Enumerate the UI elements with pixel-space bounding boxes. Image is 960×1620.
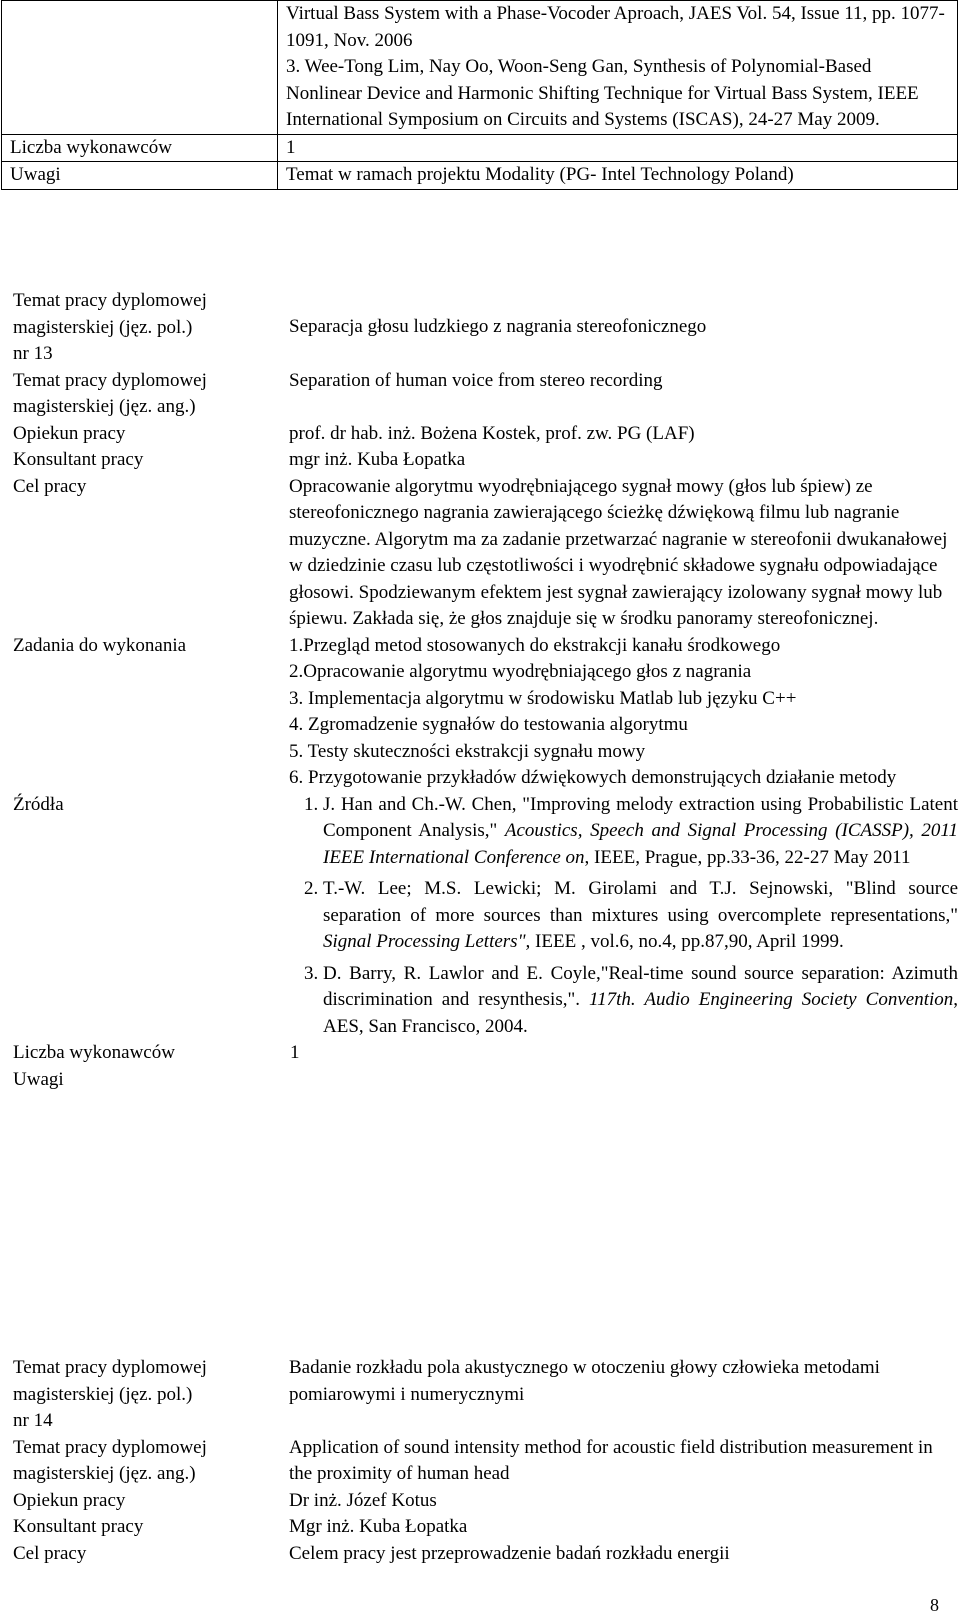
supervisor: Dr inż. Józef Kotus bbox=[289, 1489, 437, 1511]
list-item: 6. Przygotowanie przykładów dźwiękowych demonstrujących działanie metody bbox=[289, 767, 897, 788]
table-row bbox=[1, 447, 958, 474]
thesis-number: nr 13 bbox=[13, 343, 53, 364]
sources-label: Źródła bbox=[13, 793, 64, 815]
label-line: magisterskiej (jęz. ang.) bbox=[13, 396, 196, 417]
list-item: 3. Implementacja algorytmu w środowisku Matlab lub języku C++ bbox=[289, 687, 797, 709]
table-row bbox=[1, 421, 958, 448]
thesis-number: nr 14 bbox=[13, 1410, 53, 1431]
label-line: magisterskiej (jęz. pol.) bbox=[13, 1383, 193, 1405]
list-item: 4. Zgromadzenie sygnałów do testowania algorytmu bbox=[289, 714, 688, 735]
label-line: Temat pracy dyplomowej bbox=[13, 1436, 207, 1458]
supervisor-label: Opiekun pracy bbox=[13, 422, 126, 444]
count-value: 1 bbox=[290, 1042, 300, 1063]
sources-list bbox=[277, 792, 958, 1041]
label-line: Temat pracy dyplomowej bbox=[13, 1357, 207, 1378]
title-pl-label bbox=[1, 288, 277, 368]
tasks-list bbox=[277, 633, 958, 792]
title-pl-text: Separacja głosu ludzkiego z nagrania stereofonicznego bbox=[289, 316, 707, 337]
list-item: 2.Opracowanie algorytmu wyodrębniającego głos z nagrania bbox=[289, 661, 752, 682]
title-pl: Badanie rozkładu pola akustycznego w otoczeniu głowy człowieka metodami pomiarowymi i numerycznymi bbox=[289, 1357, 880, 1405]
table-row bbox=[1, 474, 958, 633]
remarks-label: Uwagi bbox=[13, 1068, 64, 1090]
previous-thesis-table bbox=[1, 0, 958, 190]
title-en-label bbox=[1, 368, 277, 421]
list-item: 3. D. Barry, R. Lawlor and E. Coyle,"Real-time sound source separation: Azimuth discrimination and resynthesis,". 117th. Audio Engineering Society Convention, AES, San Francisco, 2004. bbox=[323, 961, 958, 1041]
goal-label: Cel pracy bbox=[13, 1542, 87, 1564]
table-row bbox=[1, 1435, 958, 1488]
table-row bbox=[1, 792, 958, 1041]
remarks-value bbox=[277, 1067, 958, 1094]
label-line: magisterskiej (jęz. ang.) bbox=[13, 1463, 196, 1484]
thesis-14-block bbox=[1, 1355, 958, 1567]
table-row bbox=[1, 1541, 958, 1568]
table-row bbox=[1, 1040, 958, 1067]
consultant: mgr inż. Kuba Łopatka bbox=[289, 449, 466, 470]
count-label bbox=[1, 1040, 300, 1067]
consultant: Mgr inż. Kuba Łopatka bbox=[289, 1516, 468, 1537]
consultant-label: Konsultant pracy bbox=[13, 1516, 144, 1537]
label-line: Temat pracy dyplomowej bbox=[13, 290, 207, 311]
table-row bbox=[2, 162, 958, 190]
table-row bbox=[1, 1355, 958, 1435]
table-row bbox=[1, 1067, 958, 1094]
remarks-label: Uwagi bbox=[2, 162, 278, 190]
title-pl bbox=[277, 288, 958, 368]
title-en: Separation of human voice from stereo recording bbox=[289, 369, 663, 391]
title-en-label bbox=[1, 1435, 277, 1488]
table-row bbox=[1, 288, 958, 368]
goal: Celem pracy jest przeprowadzenie badań rozkładu energii bbox=[289, 1542, 730, 1564]
count-label: Liczba wykonawców bbox=[2, 134, 278, 162]
title-pl-label bbox=[1, 1355, 277, 1435]
list-item: 5. Testy skuteczności ekstrakcji sygnału mowy bbox=[289, 740, 646, 762]
reference-line: 3. Wee-Tong Lim, Nay Oo, Woon-Seng Gan, Synthesis of Polynomial-Based Nonlinear Device and Harmonic Shifting Technique for Virtual Bass System, IEEE International Symposium on Circuits and Systems (ISCAS), 24-27 May 2009. bbox=[286, 56, 919, 130]
table-row bbox=[1, 368, 958, 421]
reference-line: Virtual Bass System with a Phase-Vocoder Aproach, JAES Vol. 54, Issue 11, pp. 1077-1091, Nov. 2006 bbox=[286, 3, 945, 51]
label-line: magisterskiej (jęz. pol.) bbox=[13, 316, 193, 338]
goal-label: Cel pracy bbox=[13, 475, 87, 497]
table-row bbox=[1, 1514, 958, 1541]
remarks-value: Temat w ramach projektu Modality (PG- Intel Technology Poland) bbox=[278, 162, 958, 190]
list-item: 1.Przegląd metod stosowanych do ekstrakcji kanału środkowego bbox=[289, 634, 781, 656]
consultant-label: Konsultant pracy bbox=[13, 449, 144, 470]
count-value: 1 bbox=[278, 134, 958, 162]
tasks-label: Zadania do wykonania bbox=[13, 634, 187, 656]
list-item: 2. T.-W. Lee; M.S. Lewicki; M. Girolami and T.J. Sejnowski, "Blind source separation of more sources than mixtures using overcomplete representations," Signal Processing Letters", IEEE , vol.6, no.4, pp.87,90, April 1999. bbox=[323, 876, 958, 956]
supervisor-label: Opiekun pracy bbox=[13, 1489, 126, 1511]
page-number: 8 bbox=[930, 1595, 939, 1615]
count-label-text: Liczba wykonawców bbox=[13, 1042, 175, 1063]
label-line: Temat pracy dyplomowej bbox=[13, 369, 207, 391]
table-row bbox=[2, 134, 958, 162]
supervisor: prof. dr hab. inż. Bożena Kostek, prof. zw. PG (LAF) bbox=[289, 422, 695, 444]
thesis-13-block bbox=[1, 288, 958, 1093]
table-row bbox=[1, 1488, 958, 1515]
table-row bbox=[1, 633, 958, 792]
goal: Opracowanie algorytmu wyodrębniającego sygnał mowy (głos lub śpiew) ze stereofonicznego nagrania zawierającego ścieżkę dźwiękową filmu lub nagranie muzyczne. Algorytm ma za zadanie przetwarzać nagranie w stereofonii dwukanałowej w dziedzinie czasu lub częstotliwości i wyodrębnić składowe sygnału odpowiadające głosowi. Spodziewanym efektem jest sygnał zawierający izolowany sygnał mowy lub śpiewu. Zakłada się, że głos znajduje się w środku panoramy stereofonicznej. bbox=[289, 475, 948, 629]
references-continued bbox=[278, 1, 958, 135]
table-row bbox=[2, 1, 958, 135]
title-en: Application of sound intensity method for acoustic field distribution measurement in the proximity of human head bbox=[289, 1436, 933, 1484]
list-item: 1. J. Han and Ch.-W. Chen, "Improving melody extraction using Probabilistic Latent Component Analysis," Acoustics, Speech and Signal Processing (ICASSP), 2011 IEEE International Conference on, IEEE, Prague, pp.33-36, 22-27 May 2011 bbox=[323, 792, 958, 872]
